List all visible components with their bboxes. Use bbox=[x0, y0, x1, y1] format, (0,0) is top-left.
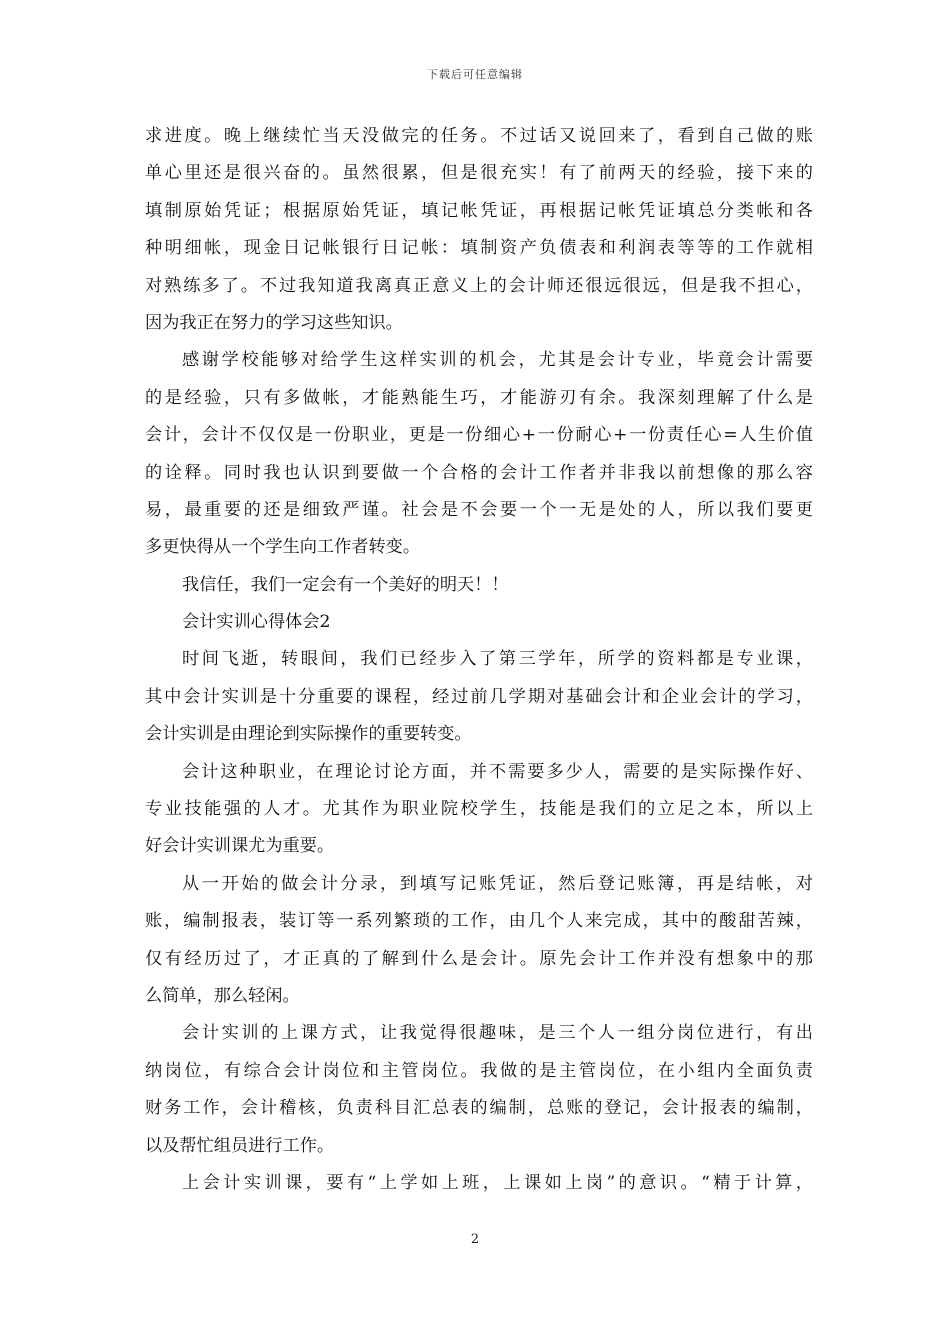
text-line: 的诠释。同时我也认识到要做一个合格的会计工作者并非我以前想像的那么容 bbox=[145, 462, 813, 483]
text-line: 么简单，那么轻闲。 bbox=[145, 985, 300, 1006]
text-line: 我信任，我们一定会有一个美好的明天！！ bbox=[182, 574, 509, 595]
text-line: 以及帮忙组员进行工作。 bbox=[145, 1135, 335, 1156]
text-line: 纳岗位，有综合会计岗位和主管岗位。我做的是主管岗位，在小组内全面负责 bbox=[145, 1060, 813, 1081]
text-line: 填制原始凭证；根据原始凭证，填记帐凭证，再根据记帐凭证填总分类帐和各 bbox=[145, 200, 813, 221]
text-line: 从一开始的做会计分录，到填写记账凭证，然后登记账簿，再是结帐，对 bbox=[182, 873, 813, 894]
page-header: 下载后可任意编辑 bbox=[427, 68, 523, 81]
text-line: 对熟练多了。不过我知道我离真正意义上的会计师还很远很远，但是我不担心， bbox=[145, 275, 813, 296]
text-line: 会计这种职业，在理论讨论方面，并不需要多少人，需要的是实际操作好、 bbox=[182, 761, 813, 782]
text-line: 财务工作，会计稽核，负责科目汇总表的编制，总账的登记，会计报表的编制， bbox=[145, 1098, 813, 1119]
text-line: 易，最重要的还是细致严谨。社会是不会要一个一无是处的人，所以我们要更 bbox=[145, 499, 813, 520]
text-line: 单心里还是很兴奋的。虽然很累，但是很充实！有了前两天的经验，接下来的 bbox=[145, 163, 813, 184]
text-line: 上会计实训课，要有“上学如上班，上课如上岗”的意识。“精于计算， bbox=[182, 1172, 813, 1193]
text-line: 感谢学校能够对给学生这样实训的机会，尤其是会计专业，毕竟会计需要 bbox=[182, 350, 813, 371]
text-line: 种明细帐，现金日记帐银行日记帐：填制资产负债表和利润表等等的工作就相 bbox=[145, 238, 813, 259]
text-line: 会计，会计不仅仅是一份职业，更是一份细心+一份耐心+一份责任心=人生价值 bbox=[145, 425, 813, 446]
text-line: 账，编制报表，装订等一系列繁琐的工作，由几个人来完成，其中的酸甜苦辣， bbox=[145, 911, 813, 932]
text-line: 求进度。晚上继续忙当天没做完的任务。不过话又说回来了，看到自己做的账 bbox=[145, 126, 813, 146]
section-heading: 会计实训心得体会2 bbox=[182, 612, 331, 633]
text-line: 专业技能强的人才。尤其作为职业院校学生，技能是我们的立足之本，所以上 bbox=[145, 799, 813, 820]
text-line: 其中会计实训是十分重要的课程，经过前几学期对基础会计和企业会计的学习， bbox=[145, 686, 813, 707]
text-line: 的是经验，只有多做帐，才能熟能生巧，才能游刃有余。我深刻理解了什么是 bbox=[145, 387, 813, 408]
text-line: 因为我正在努力的学习这些知识。 bbox=[145, 312, 403, 333]
text-line: 会计实训是由理论到实际操作的重要转变。 bbox=[145, 724, 472, 745]
text-line: 时间飞逝，转眼间，我们已经步入了第三学年，所学的资料都是专业课， bbox=[182, 649, 813, 670]
text-line: 多更快得从一个学生向工作者转变。 bbox=[145, 537, 421, 558]
text-line: 好会计实训课尤为重要。 bbox=[145, 836, 335, 857]
page-number: 2 bbox=[470, 1232, 480, 1247]
text-line: 仅有经历过了，才正真的了解到什么是会计。原先会计工作并没有想象中的那 bbox=[145, 948, 813, 969]
document-body bbox=[145, 118, 813, 1202]
text-line: 会计实训的上课方式，让我觉得很趣味，是三个人一组分岗位进行，有出 bbox=[182, 1023, 813, 1044]
